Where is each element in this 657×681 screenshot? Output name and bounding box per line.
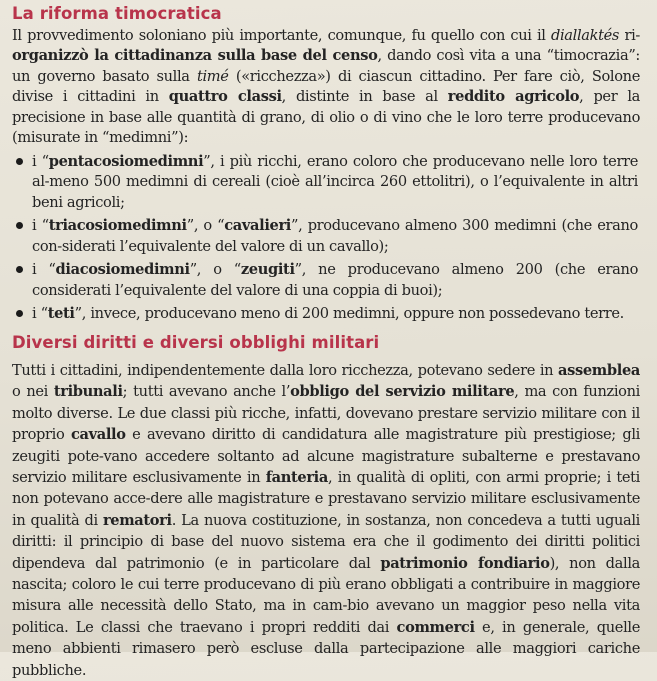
list-item-text <box>32 217 638 254</box>
text-run: , distinte in base al <box>281 88 448 106</box>
bold-term: rematori <box>102 511 172 529</box>
text-run: i “ <box>32 152 49 170</box>
text-run: , dando così vita a una “timocrazia”: un governo basato sulla <box>12 47 640 85</box>
text-run: ”, o “ <box>186 217 225 235</box>
bullet-icon <box>16 158 23 165</box>
list-item-diacosiomedimni <box>12 260 638 301</box>
bold-term: obbligo del servizio militare <box>290 383 515 401</box>
text-run: ri- <box>619 27 640 44</box>
text-run: , ma con funzioni molto diverse. Le due classi più ricche, infatti, dovevano prestare servizio militare con il proprio <box>12 383 640 444</box>
paragraph-diritti <box>12 360 640 681</box>
bold-term: pentacosiomedimni <box>48 152 204 170</box>
bold-term: patrimonio fondiario <box>380 554 550 572</box>
bullet-icon <box>16 222 23 229</box>
list-item-text <box>32 305 624 322</box>
text-run: ”, ne producevano almeno 200 (che erano considerati l’equivalente del valore di una coppia di buoi); <box>32 261 639 299</box>
bold-term: organizzò la cittadinanza sulla base del censo <box>12 47 378 65</box>
text-run: ”, producevano almeno 300 medimni (che erano con-siderati l’equivalente del valore di un cavallo); <box>32 217 638 255</box>
text-run: ), non dalla nascita; coloro le cui terre producevano di più erano obbligati a contribuire in maggiore misura alle necessità dello Stato, ma in cam-bio avevano un maggior peso nella vita politica. Le classi che traevano i propri redditi dai <box>12 554 641 636</box>
text-run: Il provvedimento soloniano più importante, comunque, fu quello con cui il <box>12 27 551 44</box>
text-run: Tutti i cittadini, indipendentemente dalla loro ricchezza, potevano sedere in <box>12 361 559 379</box>
text-run: ”, invece, producevano meno di 200 medimni, oppure non possedevano terre. <box>74 305 624 323</box>
paragraph-riforma <box>12 26 640 148</box>
text-run: i “ <box>32 217 49 235</box>
list-item-text <box>32 153 638 211</box>
bold-term: zeugiti <box>240 261 295 279</box>
list-item-triacosiomedimni <box>12 216 638 257</box>
text-run: o nei <box>12 383 54 401</box>
text-run: , in qualità di opliti, con armi proprie; i teti non potevano acce-dere alle magistrature e prestavano servizio militare esclusivamente in qualità di <box>12 468 641 529</box>
bold-term: cavallo <box>70 426 126 444</box>
census-classes-list <box>12 152 645 325</box>
list-item-pentacosiomedimni <box>12 152 638 213</box>
bold-term: quattro classi <box>168 88 282 106</box>
text-run: ”, i più ricchi, erano coloro che producevano nelle loro terre al-meno 500 medimni di cereali (cioè all’incirca 260 ettolitri), o l’equivalente in altri beni agricoli; <box>32 152 638 211</box>
text-run: i “ <box>32 305 48 323</box>
bold-term: tribunali <box>53 383 123 401</box>
list-item-teti <box>12 304 638 324</box>
bold-term: teti <box>47 305 75 323</box>
text-run: ; tutti avevano anche l’ <box>122 383 291 401</box>
bullet-icon <box>16 310 23 317</box>
text-run: , per la precisione in base alle quantità di grano, di olio o di vino che le loro terre producevano (misurate in “medimni”): <box>12 88 640 147</box>
bold-term: assemblea <box>558 361 640 379</box>
bold-term: commerci <box>396 618 475 636</box>
list-item-text <box>32 261 638 298</box>
text-run: ”, o “ <box>189 261 241 279</box>
bold-term: fanteria <box>265 468 328 486</box>
text-run: i “ <box>32 261 56 279</box>
bold-term: reddito agricolo <box>447 88 580 106</box>
text-run: e avevano diritto di candidatura alle magistrature più prestigiose; gli zeugiti pote-vano accedere soltanto ad alcune magistrature subalterne e prestavano servizio militare esclusivamente in <box>12 426 640 486</box>
section-title-diritti: Diversi diritti e diversi obblighi militari <box>12 332 380 352</box>
italic-term: diallaktés <box>550 27 620 44</box>
text-run: . La nuova costituzione, in sostanza, non concedeva a tutti uguali diritti: il principio di base del nuovo sistema era che il godimento dei diritti politici dipendeva dal patrimonio (e in particolare dal <box>12 511 640 572</box>
text-run: («ricchezza») di ciascun cittadino. Per fare ciò, Solone divise i cittadini in <box>12 67 640 106</box>
text-run: e, in generale, quelle meno abbienti rimasero però escluse dalla partecipazione alle maggiori cariche pubbliche. <box>12 618 640 679</box>
section-title-riforma: La riforma timocratica <box>12 4 222 23</box>
italic-term: timé <box>196 67 229 85</box>
bold-term: triacosiomedimni <box>48 217 187 235</box>
bold-term: diacosiomedimni <box>55 261 190 279</box>
bullet-icon <box>16 266 23 273</box>
bold-term: cavalieri <box>224 217 291 235</box>
